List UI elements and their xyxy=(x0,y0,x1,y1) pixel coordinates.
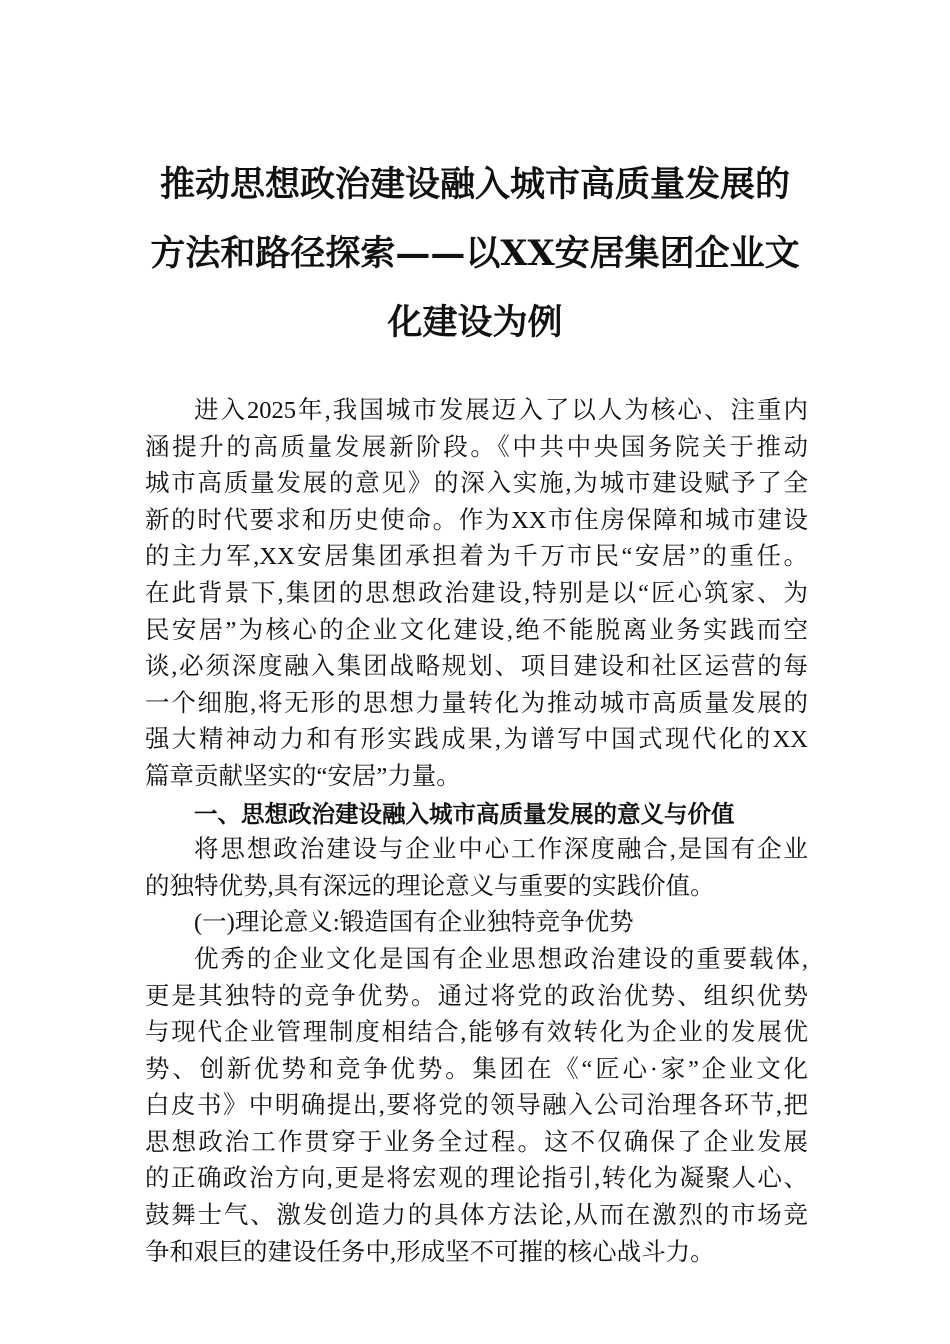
text-line: 与现代企业管理制度相结合,能够有效转化为企业的发展优 xyxy=(145,1019,808,1047)
text-line: 争和艰巨的建设任务中,形成坚不可摧的核心战斗力。 xyxy=(145,1238,715,1266)
title-line: 推动思想政治建设融入城市高质量发展的 xyxy=(159,164,790,205)
text-line: 思想政治工作贯穿于业务全过程。这不仅确保了企业发展 xyxy=(145,1128,808,1156)
text-line: 城市高质量发展的意见》的深入实施,为城市建设赋予了全 xyxy=(145,470,808,498)
text-line: 谈,必须深度融入集团战略规划、项目建设和社区运营的每 xyxy=(145,653,808,681)
text-line: 的独特优势,具有深远的理论意义与重要的实践价值。 xyxy=(145,872,715,900)
text-line: 一个细胞,将无形的思想力量转化为推动城市高质量发展的 xyxy=(145,689,808,717)
text-line: 鼓舞士气、激发创造力的具体方法论,从而在激烈的市场竞 xyxy=(145,1202,808,1230)
text-line: 强大精神动力和有形实践成果,为谱写中国式现代化的XX xyxy=(145,726,808,754)
document-title xyxy=(0,150,950,357)
text-line: 新的时代要求和历史使命。作为XX市住房保障和城市建设 xyxy=(145,506,808,534)
section-heading: 一、思想政治建设融入城市高质量发展的意义与价值 xyxy=(194,799,735,828)
text-line: 势、创新优势和竞争优势。集团在《“匠心·家”企业文化 xyxy=(145,1055,808,1083)
paragraph-theory xyxy=(145,942,808,1271)
text-line: 民安居”为核心的企业文化建设,绝不能脱离业务实践而空 xyxy=(145,616,808,644)
title-line: 化建设为例 xyxy=(387,302,563,343)
text-line: 在此背景下,集团的思想政治建设,特别是以“匠心筑家、为 xyxy=(145,579,808,607)
text-line: 的主力军,XX安居集团承担着为千万市民“安居”的重任。 xyxy=(145,543,808,571)
document-body xyxy=(145,393,808,1271)
title-line: 方法和路径探索——以XX安居集团企业文 xyxy=(150,233,800,274)
text-line: 优秀的企业文化是国有企业思想政治建设的重要载体, xyxy=(194,945,808,973)
text-line: 白皮书》中明确提出,要将党的领导融入公司治理各环节,把 xyxy=(145,1092,808,1120)
text-line: 涵提升的高质量发展新阶段。《中共中央国务院关于推动 xyxy=(145,433,808,461)
text-line: 更是其独特的竞争优势。通过将党的政治优势、组织优势 xyxy=(145,982,808,1010)
subsection-heading: (一)理论意义:锻造国有企业独特竞争优势 xyxy=(194,909,634,937)
paragraph-intro xyxy=(145,393,808,796)
paragraph-section-intro xyxy=(145,832,808,905)
text-line: 将思想政治建设与企业中心工作深度融合,是国有企业 xyxy=(194,836,808,864)
text-line: 进入2025年,我国城市发展迈入了以人为核心、注重内 xyxy=(194,397,808,424)
text-line: 的正确政治方向,更是将宏观的理论指引,转化为凝聚人心、 xyxy=(145,1165,808,1193)
text-line: 篇章贡献坚实的“安居”力量。 xyxy=(145,762,461,790)
